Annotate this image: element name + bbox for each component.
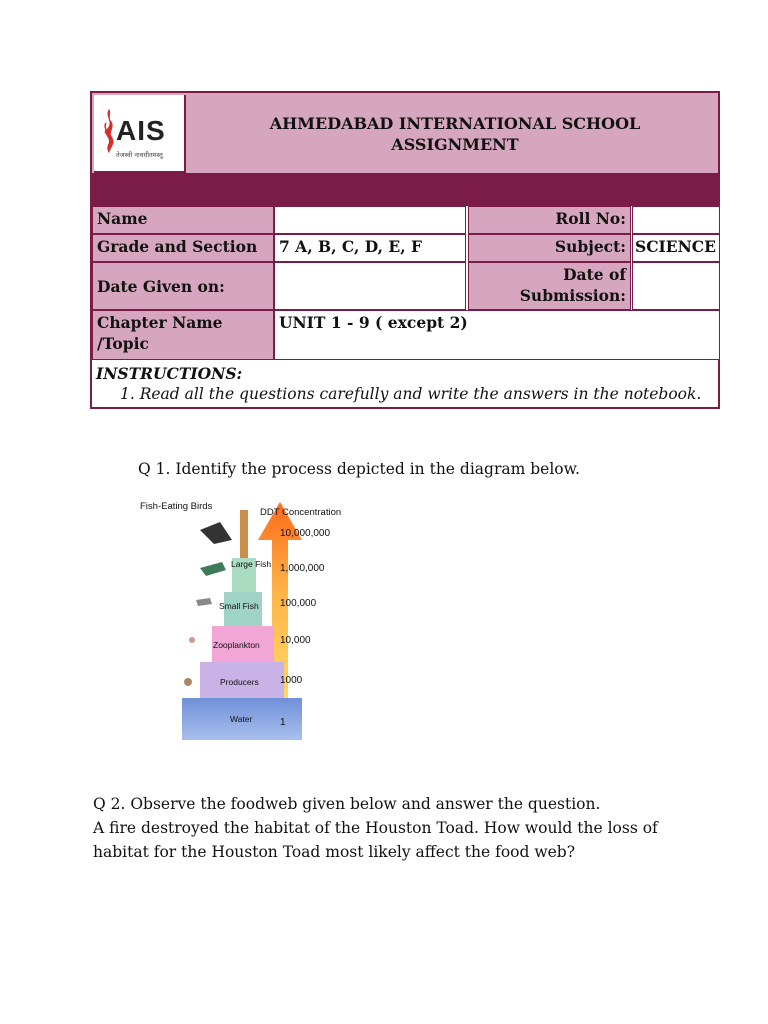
instructions-heading: INSTRUCTIONS: — [96, 364, 243, 383]
submission-label-line2: Submission: — [519, 286, 626, 305]
question-2-line1: Q 2. Observe the foodweb given below and answer the question. — [93, 795, 601, 813]
chapter-label-line2: /Topic — [97, 334, 149, 353]
logo-text: AIS — [116, 115, 166, 146]
submission-date-field[interactable] — [632, 262, 720, 310]
biomagnification-diagram — [140, 500, 360, 745]
chapter-value: UNIT 1 - 9 ( except 2) — [274, 310, 720, 360]
name-label: Name — [92, 206, 274, 234]
subject-label: Subject: — [468, 234, 631, 262]
level-name-zooplankton: Zooplankton — [213, 640, 260, 650]
name-field[interactable] — [274, 206, 466, 234]
bird-icon — [200, 522, 232, 544]
roll-no-label: Roll No: — [468, 206, 631, 234]
diagram-concentration-label: DDT Concentration — [260, 507, 342, 518]
question-1: Q 1. Identify the process depicted in the diagram below. — [138, 460, 580, 478]
grade-value: 7 A, B, C, D, E, F — [274, 234, 466, 262]
logo-tagline: तेजस्वी नावधीतमस्तु — [116, 151, 163, 159]
question-2-line3: habitat for the Houston Toad most likely affect the food web? — [93, 843, 576, 861]
chapter-label-line1: Chapter Name — [97, 313, 223, 332]
grade-label: Grade and Section — [92, 234, 274, 262]
level-name-small-fish: Small Fish — [219, 601, 259, 611]
level-value-small-fish: 100,000 — [280, 598, 317, 609]
level-name-large-fish: Large Fish — [231, 559, 272, 569]
diagram-top-value: 10,000,000 — [280, 528, 331, 539]
page-title — [222, 113, 688, 155]
date-given-label: Date Given on: — [92, 262, 274, 310]
document-type: ASSIGNMENT — [391, 135, 519, 154]
school-logo — [94, 95, 186, 173]
date-given-field[interactable] — [274, 262, 466, 310]
level-value-water: 1 — [280, 717, 286, 728]
instruction-item: 1. Read all the questions carefully and write the answers in the notebook. — [120, 385, 702, 403]
level-value-large-fish: 1,000,000 — [280, 563, 325, 574]
assignment-header-table — [90, 91, 720, 409]
diagram-top-label: Fish-Eating Birds — [140, 501, 213, 512]
instructions-block — [96, 364, 714, 404]
divider-band — [92, 173, 718, 206]
tier-top — [240, 510, 248, 558]
question-2 — [93, 792, 658, 864]
producer-icon — [184, 678, 192, 686]
submission-date-label — [468, 262, 631, 310]
level-name-producers: Producers — [220, 677, 259, 687]
large-fish-icon — [200, 562, 226, 576]
small-fish-icon — [196, 598, 212, 606]
level-value-producers: 1000 — [280, 675, 303, 686]
question-2-line2: A fire destroyed the habitat of the Houston Toad. How would the loss of — [93, 819, 658, 837]
header-band — [92, 93, 718, 173]
chapter-label — [92, 310, 274, 360]
school-name: AHMEDABAD INTERNATIONAL SCHOOL — [269, 114, 641, 133]
zooplankton-icon — [189, 637, 195, 643]
roll-no-field[interactable] — [632, 206, 720, 234]
level-name-water: Water — [230, 714, 253, 724]
submission-label-line1: Date of — [563, 265, 626, 284]
subject-value: SCIENCE — [632, 234, 720, 262]
level-value-zooplankton: 10,000 — [280, 635, 311, 646]
